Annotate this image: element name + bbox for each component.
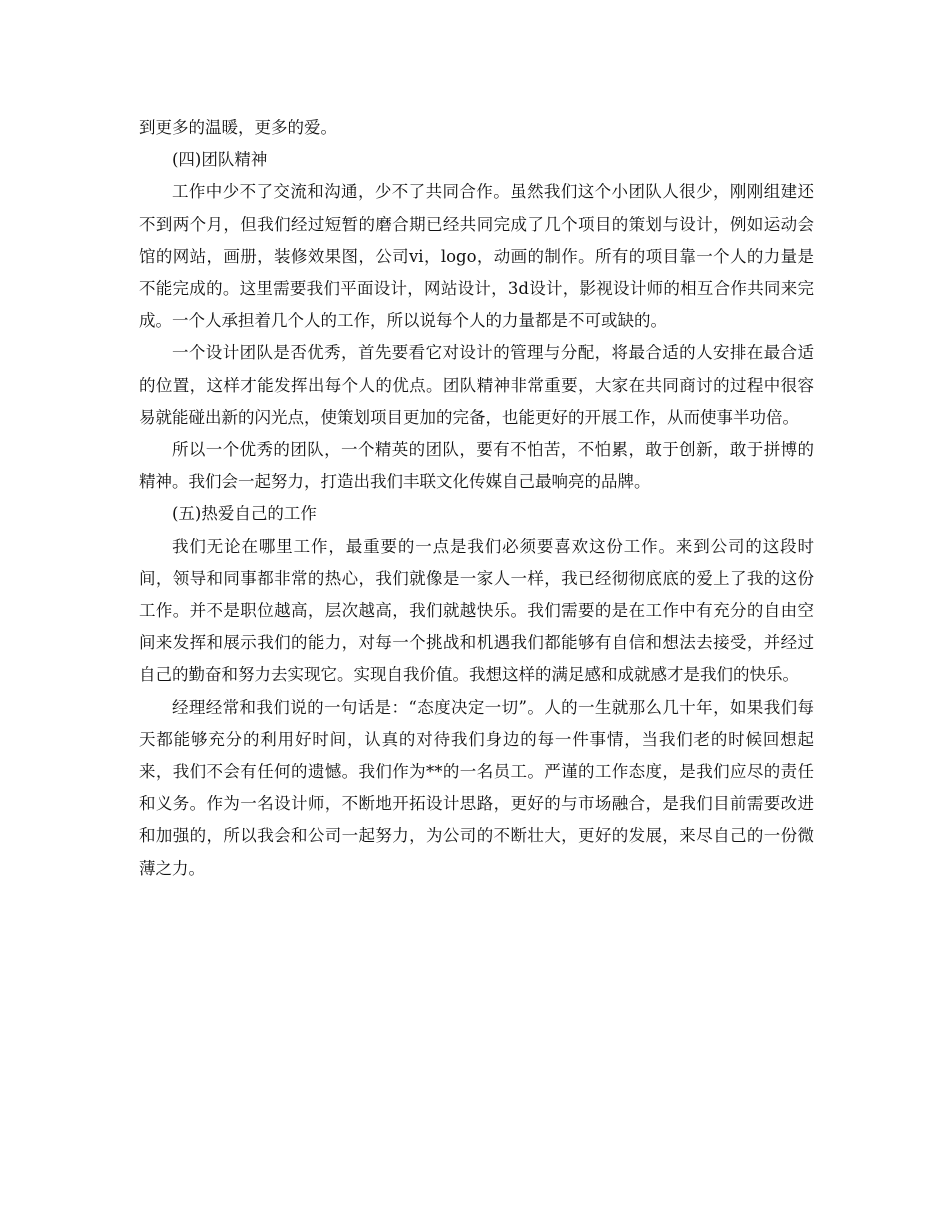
- paragraph-love-work: 我们无论在哪里工作，最重要的一点是我们必须要喜欢这份工作。来到公司的这段时间，领导和同事都非常的热心，我们就像是一家人一样，我已经彻彻底底的爱上了我的这份工作。并不是职位越高，层次越高，我们就越快乐。我们需要的是在工作中有充分的自由空间来发挥和展示我们的能力，对每一个挑战和机遇我们都能够有自信和想法去接受，并经过自己的勤奋和努力去实现它。实现自我价值。我想这样的满足感和成就感才是我们的快乐。: [139, 536, 814, 685]
- document-body: [139, 112, 814, 885]
- paragraph-attitude: 经理经常和我们说的一句话是：“态度决定一切”。人的一生就那么几十年，如果我们每天都能够充分的利用好时间，认真的对待我们身边的每一件事情，当我们老的时候回想起来，我们不会有任何的遗憾。我们作为**的一名员工。严谨的工作态度，是我们应尽的责任和义务。作为一名设计师，不断地开拓设计思路，更好的与市场融合，是我们目前需要改进和加强的，所以我会和公司一起努力，为公司的不断壮大，更好的发展，来尽自己的一份微薄之力。: [139, 697, 814, 878]
- paragraph-team-brand: 所以一个优秀的团队，一个精英的团队，要有不怕苦，不怕累，敢于创新，敢于拼博的精神。我们会一起努力，打造出我们丰联文化传媒自己最响亮的品牌。: [139, 440, 814, 492]
- paragraph-team-cooperation: 工作中少不了交流和沟通，少不了共同合作。虽然我们这个小团队人很少，刚刚组建还不到两个月，但我们经过短暂的磨合期已经共同完成了几个项目的策划与设计，例如运动会馆的网站，画册，装修效果图，公司vi，logo，动画的制作。所有的项目靠一个人的力量是不能完成的。这里需要我们平面设计，网站设计，3d设计，影视设计师的相互合作共同来完成。一个人承担着几个人的工作，所以说每个人的力量都是不可或缺的。: [139, 182, 814, 331]
- paragraph-continuation: 到更多的温暖，更多的爱。: [139, 118, 337, 137]
- paragraph-team-excellence: 一个设计团队是否优秀，首先要看它对设计的管理与分配，将最合适的人安排在最合适的位置，这样才能发挥出每个人的优点。团队精神非常重要，大家在共同商讨的过程中很容易就能碰出新的闪光点，使策划项目更加的完备，也能更好的开展工作，从而使事半功倍。: [139, 343, 814, 427]
- section-heading-love-work: (五)热爱自己的工作: [172, 504, 317, 524]
- section-heading-team-spirit: (四)团队精神: [172, 150, 268, 170]
